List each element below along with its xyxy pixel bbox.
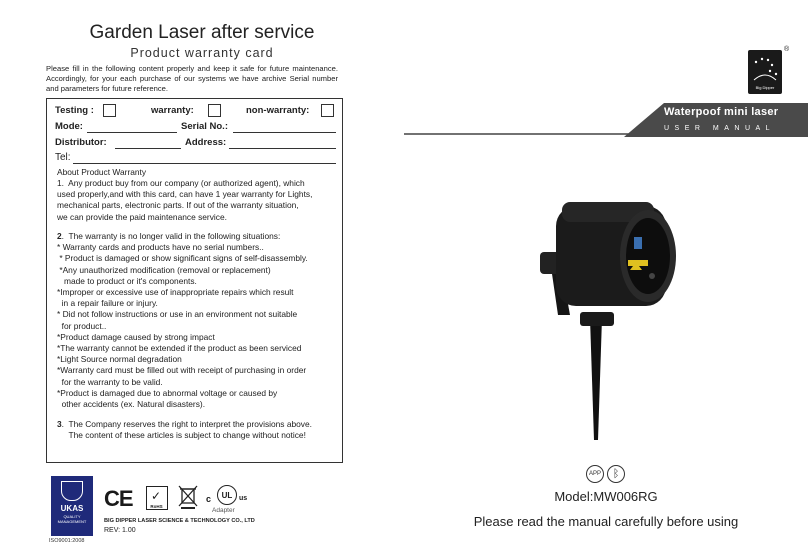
registered-icon: ® [784,46,790,53]
page-title: Garden Laser after service [89,22,315,43]
ukas-text: UKAS [60,504,84,513]
warranty-card [46,98,343,463]
mode-field[interactable] [87,132,177,133]
page-subtitle: Product warranty card [130,46,274,60]
section-2-text: . The warranty is no longer valid in the following situations: * Warranty cards and products have no serial numbers.. * Product is damaged or show significant signs of self-disassembly. *Any unauthorized modification (removal or replacement) made to product or it's components. *Improper or excessive use of inappropriate repairs which result in a repair failure or injury. * Did not follow instructions or use in an environment not suitable for product.. *Product damage caused by strong impact *The warranty cannot be extended if the product as been serviced *Light Source normal degradation *Warranty card must be filled out with receipt of purchasing in order for the warranty to be valid. *Product is damaged due to abnormal voltage or caused by other accidents (ex. Natural disasters). [57,231,308,410]
company-name: BIG DIPPER LASER SCIENCE & TECHNOLOGY CO., LTD [104,518,255,524]
banner-subtitle: USER MANUAL [664,125,776,132]
mode-label: Mode: [55,121,83,132]
read-manual-notice: Please read the manual carefully before using [473,514,739,529]
section-3-text: . The Company reserves the right to interpret the provisions above. The content of these articles is subject to change without notice! [61,419,312,441]
tel-field[interactable] [73,163,336,164]
crown-icon [61,481,83,501]
ce-mark: CE [104,486,133,511]
section-3-number: 3 [57,419,62,429]
intro-text: Please fill in the following content properly and keep it safe for future maintenance. Accordingly, for your each purchase of our systems we have archive Serial number and parameters for future reference. [46,64,338,93]
non-warranty-checkbox[interactable] [321,104,334,117]
model-number: Model:MW006RG [554,489,658,504]
section-3 [57,419,312,441]
about-heading: About Product Warranty [57,167,147,177]
tel-label: Tel: [55,152,71,163]
bluetooth-icon: ᛒ [607,465,625,483]
ul-text: UL [217,485,237,505]
brand-logo [748,50,782,94]
check-icon: ✓ [151,489,162,503]
ul-c: c [206,494,212,504]
weee-bin-icon [177,484,199,510]
warranty-checkbox[interactable] [208,104,221,117]
logo-text: Big Dipper [755,85,775,90]
distributor-field[interactable] [115,148,181,149]
banner-title: Waterpoof mini laser [664,106,779,118]
address-label: Address: [185,137,227,148]
ul-mark [204,482,254,518]
testing-label: Testing : [55,105,94,116]
revision: REV: 1.00 [104,527,136,534]
serial-label: Serial No.: [181,121,228,132]
ukas-logo [51,476,93,536]
iso-label: ISO9001:2008 [49,538,85,544]
adapter-label: Adapter [212,507,235,514]
app-icon: APP [586,465,604,483]
section-2-number: 2 [57,231,62,241]
ul-us: us [239,495,248,502]
rohs-text: RoHS [150,504,163,509]
section-1: 1. Any product buy from our company (or authorized agent), which used properly,and with this card, can have 1 year warranty for Lights, mechanical parts, electronic parts. If out of the warranty situation, we can provide the paid maintenance service. [57,178,313,222]
testing-checkbox[interactable] [103,104,116,117]
rohs-icon [146,486,168,510]
warranty-label: warranty: [151,105,194,116]
non-warranty-label: non-warranty: [246,105,310,116]
ukas-sub: QUALITY MANAGEMENT [57,514,87,524]
section-2 [57,231,308,410]
serial-field[interactable] [233,132,336,133]
laser-product-image [530,200,680,445]
distributor-label: Distributor: [55,137,107,148]
address-field[interactable] [229,148,336,149]
